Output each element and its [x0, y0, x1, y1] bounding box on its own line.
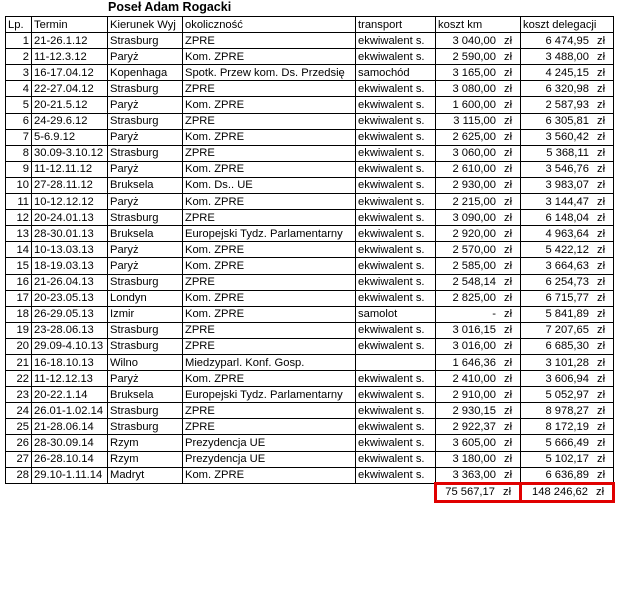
cell-koszt-delegacji: 2 587,93 zł [521, 97, 614, 113]
cell-lp: 5 [6, 97, 32, 113]
cell-lp: 26 [6, 435, 32, 451]
cell-kierunek: Paryż [108, 161, 183, 177]
cell-termin: 16-17.04.12 [32, 65, 108, 81]
table-row [6, 354, 614, 370]
cell-koszt-km: 2 410,00 zł [436, 371, 521, 387]
cell-okolicznosc: Kom. ZPRE [183, 306, 356, 322]
cell-lp: 27 [6, 451, 32, 467]
cell-termin: 5-6.9.12 [32, 129, 108, 145]
cell-koszt-km: 2 930,00 zł [436, 177, 521, 193]
cell-koszt-delegacji: 6 685,30 zł [521, 338, 614, 354]
table-row [6, 419, 614, 435]
cell-okolicznosc: Kom. ZPRE [183, 194, 356, 210]
header-kierunek: Kierunek Wyj [108, 17, 183, 33]
cell-koszt-km: 2 570,00 zł [436, 242, 521, 258]
cell-lp: 24 [6, 403, 32, 419]
cell-termin: 20-21.5.12 [32, 97, 108, 113]
cell-koszt-km: 2 825,00 zł [436, 290, 521, 306]
table-row [6, 129, 614, 145]
cell-okolicznosc: Kom. ZPRE [183, 49, 356, 65]
cell-lp: 1 [6, 33, 32, 49]
cell-okolicznosc: Kom. ZPRE [183, 242, 356, 258]
cell-termin: 28-30.09.14 [32, 435, 108, 451]
cell-lp: 3 [6, 65, 32, 81]
header-transport: transport [356, 17, 436, 33]
cell-kierunek: Izmir [108, 306, 183, 322]
cell-okolicznosc: Europejski Tydz. Parlamentarny [183, 226, 356, 242]
cell-koszt-km: 3 115,00 zł [436, 113, 521, 129]
cell-koszt-km: 2 930,15 zł [436, 403, 521, 419]
cell-transport: ekwiwalent s. [356, 113, 436, 129]
table-row [6, 33, 614, 49]
cell-okolicznosc: Kom. ZPRE [183, 161, 356, 177]
header-koszt-km: koszt km [436, 17, 521, 33]
cell-transport: ekwiwalent s. [356, 451, 436, 467]
cell-kierunek: Strasburg [108, 274, 183, 290]
cell-lp: 2 [6, 49, 32, 65]
cell-kierunek: Strasburg [108, 322, 183, 338]
cell-transport: ekwiwalent s. [356, 387, 436, 403]
table-row [6, 226, 614, 242]
cell-termin: 21-26.1.12 [32, 33, 108, 49]
cell-koszt-km: - zł [436, 306, 521, 322]
cell-koszt-km: 2 585,00 zł [436, 258, 521, 274]
cell-transport: ekwiwalent s. [356, 338, 436, 354]
cell-transport: ekwiwalent s. [356, 177, 436, 193]
cell-lp: 7 [6, 129, 32, 145]
cell-okolicznosc: Kom. Ds.. UE [183, 177, 356, 193]
cell-transport: ekwiwalent s. [356, 194, 436, 210]
cell-transport: ekwiwalent s. [356, 145, 436, 161]
cell-koszt-delegacji: 4 963,64 zł [521, 226, 614, 242]
cell-okolicznosc: ZPRE [183, 419, 356, 435]
cell-okolicznosc: ZPRE [183, 274, 356, 290]
table-row [6, 274, 614, 290]
table-row [6, 387, 614, 403]
cell-okolicznosc: Kom. ZPRE [183, 258, 356, 274]
cell-transport: ekwiwalent s. [356, 129, 436, 145]
cell-transport: ekwiwalent s. [356, 97, 436, 113]
cell-koszt-km: 3 180,00 zł [436, 451, 521, 467]
cell-koszt-delegacji: 5 368,11 zł [521, 145, 614, 161]
cell-koszt-delegacji: 6 715,77 zł [521, 290, 614, 306]
cell-transport: ekwiwalent s. [356, 290, 436, 306]
cell-termin: 23-28.06.13 [32, 322, 108, 338]
table-body [6, 33, 614, 484]
cell-koszt-delegacji: 6 305,81 zł [521, 113, 614, 129]
cell-kierunek: Strasburg [108, 419, 183, 435]
cell-lp: 12 [6, 210, 32, 226]
cell-koszt-delegacji: 3 101,28 zł [521, 354, 614, 370]
cell-termin: 26-28.10.14 [32, 451, 108, 467]
cell-koszt-delegacji: 5 422,12 zł [521, 242, 614, 258]
cell-transport: ekwiwalent s. [356, 258, 436, 274]
cell-koszt-km: 3 016,00 zł [436, 338, 521, 354]
header-lp: Lp. [6, 17, 32, 33]
cell-okolicznosc: Miedzyparl. Konf. Gosp. [183, 354, 356, 370]
cell-okolicznosc: Prezydencja UE [183, 435, 356, 451]
cell-kierunek: Strasburg [108, 210, 183, 226]
cell-kierunek: Wilno [108, 354, 183, 370]
cell-koszt-delegacji: 5 841,89 zł [521, 306, 614, 322]
cell-transport: ekwiwalent s. [356, 161, 436, 177]
cell-termin: 26-29.05.13 [32, 306, 108, 322]
cell-kierunek: Strasburg [108, 338, 183, 354]
cell-lp: 23 [6, 387, 32, 403]
cell-okolicznosc: ZPRE [183, 403, 356, 419]
cell-koszt-km: 3 605,00 zł [436, 435, 521, 451]
cell-lp: 17 [6, 290, 32, 306]
cell-koszt-km: 2 610,00 zł [436, 161, 521, 177]
table-row [6, 242, 614, 258]
header-koszt-delegacji: koszt delegacji [521, 17, 614, 33]
cell-okolicznosc: Kom. ZPRE [183, 129, 356, 145]
cell-termin: 10-12.12.12 [32, 194, 108, 210]
cell-koszt-delegacji: 6 254,73 zł [521, 274, 614, 290]
cell-transport: ekwiwalent s. [356, 371, 436, 387]
table-row [6, 65, 614, 81]
cell-koszt-delegacji: 3 546,76 zł [521, 161, 614, 177]
cell-lp: 28 [6, 467, 32, 483]
cell-koszt-delegacji: 6 474,95 zł [521, 33, 614, 49]
cell-okolicznosc: ZPRE [183, 33, 356, 49]
cell-transport: ekwiwalent s. [356, 226, 436, 242]
cell-koszt-km: 3 080,00 zł [436, 81, 521, 97]
table-row [6, 49, 614, 65]
table-row [6, 290, 614, 306]
cell-kierunek: Bruksela [108, 226, 183, 242]
cell-koszt-km: 1 646,36 zł [436, 354, 521, 370]
cell-kierunek: Paryż [108, 371, 183, 387]
cell-termin: 21-28.06.14 [32, 419, 108, 435]
cell-okolicznosc: Kom. ZPRE [183, 371, 356, 387]
cell-transport: ekwiwalent s. [356, 242, 436, 258]
cell-transport: ekwiwalent s. [356, 81, 436, 97]
cell-koszt-delegacji: 3 606,94 zł [521, 371, 614, 387]
cell-kierunek: Strasburg [108, 33, 183, 49]
cell-transport: ekwiwalent s. [356, 419, 436, 435]
cell-okolicznosc: ZPRE [183, 113, 356, 129]
cell-koszt-delegacji: 6 320,98 zł [521, 81, 614, 97]
cell-kierunek: Strasburg [108, 113, 183, 129]
cell-kierunek: Rzym [108, 451, 183, 467]
cell-termin: 22-27.04.12 [32, 81, 108, 97]
cell-koszt-delegacji: 3 560,42 zł [521, 129, 614, 145]
cell-termin: 20-23.05.13 [32, 290, 108, 306]
cell-termin: 24-29.6.12 [32, 113, 108, 129]
cell-termin: 20-22.1.14 [32, 387, 108, 403]
cell-koszt-delegacji: 3 664,63 zł [521, 258, 614, 274]
cell-kierunek: Strasburg [108, 403, 183, 419]
table-row [6, 467, 614, 483]
cell-kierunek: Strasburg [108, 81, 183, 97]
page-title: Poseł Adam Rogacki [108, 0, 232, 14]
cell-okolicznosc: ZPRE [183, 81, 356, 97]
cell-termin: 10-13.03.13 [32, 242, 108, 258]
cell-koszt-delegacji: 6 148,04 zł [521, 210, 614, 226]
cell-lp: 8 [6, 145, 32, 161]
table-row [6, 194, 614, 210]
delegations-table [5, 16, 615, 503]
cell-koszt-km: 2 910,00 zł [436, 387, 521, 403]
totals-row [6, 483, 614, 501]
header-okolicznosc: okoliczność [183, 17, 356, 33]
cell-koszt-delegacji: 5 102,17 zł [521, 451, 614, 467]
cell-transport: samolot [356, 306, 436, 322]
table-row [6, 451, 614, 467]
table-row [6, 210, 614, 226]
cell-transport: samochód [356, 65, 436, 81]
table-row [6, 161, 614, 177]
cell-lp: 15 [6, 258, 32, 274]
cell-kierunek: Paryż [108, 258, 183, 274]
cell-transport: ekwiwalent s. [356, 322, 436, 338]
cell-termin: 11-12.11.12 [32, 161, 108, 177]
cell-koszt-delegacji: 8 172,19 zł [521, 419, 614, 435]
cell-lp: 14 [6, 242, 32, 258]
cell-lp: 10 [6, 177, 32, 193]
cell-lp: 18 [6, 306, 32, 322]
cell-termin: 29.10-1.11.14 [32, 467, 108, 483]
cell-transport: ekwiwalent s. [356, 467, 436, 483]
cell-kierunek: Strasburg [108, 145, 183, 161]
cell-koszt-delegacji: 8 978,27 zł [521, 403, 614, 419]
table-row [6, 258, 614, 274]
cell-transport: ekwiwalent s. [356, 274, 436, 290]
header-termin: Termin [32, 17, 108, 33]
cell-transport: ekwiwalent s. [356, 435, 436, 451]
total-koszt-km: 75 567,17 zł [436, 483, 521, 501]
cell-koszt-km: 3 090,00 zł [436, 210, 521, 226]
cell-kierunek: Paryż [108, 97, 183, 113]
cell-transport: ekwiwalent s. [356, 33, 436, 49]
cell-transport [356, 354, 436, 370]
cell-kierunek: Londyn [108, 290, 183, 306]
cell-koszt-km: 2 590,00 zł [436, 49, 521, 65]
cell-kierunek: Madryt [108, 467, 183, 483]
cell-lp: 9 [6, 161, 32, 177]
cell-koszt-delegacji: 3 983,07 zł [521, 177, 614, 193]
table-row [6, 177, 614, 193]
cell-lp: 16 [6, 274, 32, 290]
cell-lp: 4 [6, 81, 32, 97]
cell-termin: 26.01-1.02.14 [32, 403, 108, 419]
table-row [6, 403, 614, 419]
cell-okolicznosc: ZPRE [183, 338, 356, 354]
cell-kierunek: Paryż [108, 129, 183, 145]
cell-lp: 19 [6, 322, 32, 338]
cell-lp: 25 [6, 419, 32, 435]
cell-termin: 18-19.03.13 [32, 258, 108, 274]
cell-kierunek: Bruksela [108, 177, 183, 193]
cell-koszt-km: 3 060,00 zł [436, 145, 521, 161]
cell-koszt-delegacji: 3 488,00 zł [521, 49, 614, 65]
table-row [6, 113, 614, 129]
cell-koszt-km: 2 922,37 zł [436, 419, 521, 435]
cell-koszt-km: 2 215,00 zł [436, 194, 521, 210]
cell-koszt-km: 3 363,00 zł [436, 467, 521, 483]
total-koszt-delegacji: 148 246,62 zł [521, 483, 614, 501]
cell-okolicznosc: Prezydencja UE [183, 451, 356, 467]
cell-koszt-km: 3 165,00 zł [436, 65, 521, 81]
table-header-row [6, 17, 614, 33]
cell-koszt-delegacji: 5 052,97 zł [521, 387, 614, 403]
cell-kierunek: Rzym [108, 435, 183, 451]
cell-kierunek: Bruksela [108, 387, 183, 403]
table-row [6, 371, 614, 387]
table-row [6, 145, 614, 161]
cell-termin: 11-12.3.12 [32, 49, 108, 65]
cell-koszt-delegacji: 7 207,65 zł [521, 322, 614, 338]
cell-termin: 16-18.10.13 [32, 354, 108, 370]
cell-lp: 11 [6, 194, 32, 210]
cell-transport: ekwiwalent s. [356, 403, 436, 419]
cell-lp: 6 [6, 113, 32, 129]
cell-koszt-km: 2 920,00 zł [436, 226, 521, 242]
cell-koszt-delegacji: 3 144,47 zł [521, 194, 614, 210]
cell-kierunek: Kopenhaga [108, 65, 183, 81]
table-row [6, 338, 614, 354]
cell-termin: 28-30.01.13 [32, 226, 108, 242]
cell-okolicznosc: Kom. ZPRE [183, 97, 356, 113]
table-row [6, 306, 614, 322]
cell-termin: 21-26.04.13 [32, 274, 108, 290]
cell-okolicznosc: Spotk. Przew kom. Ds. Przedsię [183, 65, 356, 81]
cell-termin: 30.09-3.10.12 [32, 145, 108, 161]
cell-transport: ekwiwalent s. [356, 49, 436, 65]
cell-kierunek: Paryż [108, 194, 183, 210]
cell-okolicznosc: Kom. ZPRE [183, 290, 356, 306]
cell-kierunek: Paryż [108, 242, 183, 258]
cell-koszt-delegacji: 6 636,89 zł [521, 467, 614, 483]
cell-lp: 22 [6, 371, 32, 387]
cell-okolicznosc: ZPRE [183, 210, 356, 226]
cell-kierunek: Paryż [108, 49, 183, 65]
table-row [6, 322, 614, 338]
cell-termin: 27-28.11.12 [32, 177, 108, 193]
cell-koszt-delegacji: 5 666,49 zł [521, 435, 614, 451]
cell-koszt-km: 2 625,00 zł [436, 129, 521, 145]
cell-transport: ekwiwalent s. [356, 210, 436, 226]
cell-termin: 29.09-4.10.13 [32, 338, 108, 354]
cell-koszt-delegacji: 4 245,15 zł [521, 65, 614, 81]
table-row [6, 435, 614, 451]
table-row [6, 97, 614, 113]
cell-lp: 13 [6, 226, 32, 242]
cell-lp: 20 [6, 338, 32, 354]
cell-koszt-km: 3 040,00 zł [436, 33, 521, 49]
cell-okolicznosc: ZPRE [183, 322, 356, 338]
cell-termin: 11-12.12.13 [32, 371, 108, 387]
cell-okolicznosc: Europejski Tydz. Parlamentarny [183, 387, 356, 403]
cell-koszt-km: 3 016,15 zł [436, 322, 521, 338]
cell-koszt-km: 2 548,14 zł [436, 274, 521, 290]
table-row [6, 81, 614, 97]
cell-okolicznosc: Kom. ZPRE [183, 467, 356, 483]
cell-termin: 20-24.01.13 [32, 210, 108, 226]
cell-lp: 21 [6, 354, 32, 370]
cell-koszt-km: 1 600,00 zł [436, 97, 521, 113]
cell-okolicznosc: ZPRE [183, 145, 356, 161]
